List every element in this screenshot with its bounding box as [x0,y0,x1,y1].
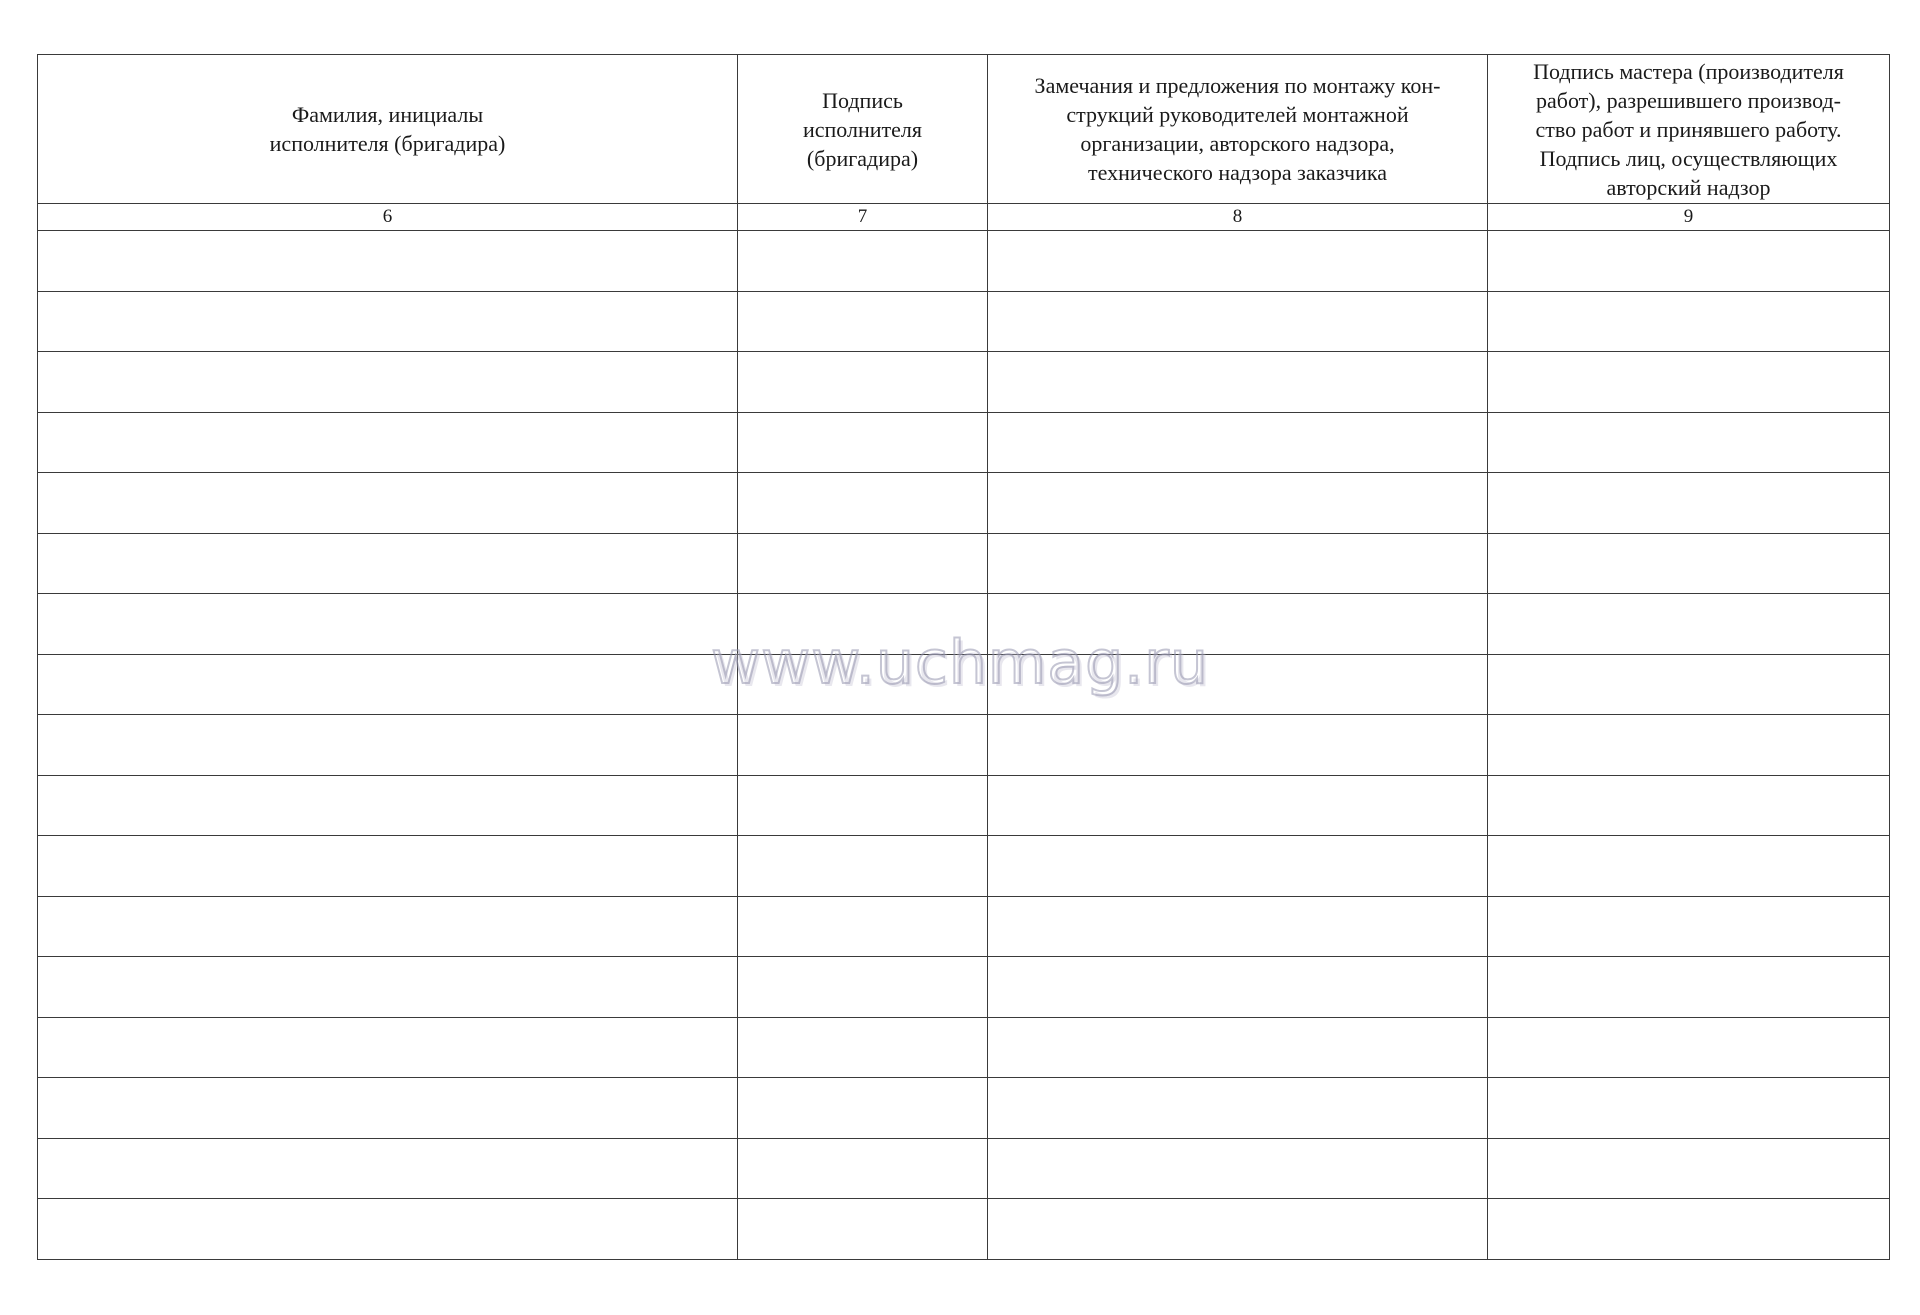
cell-master-signature [1488,654,1890,715]
header-cell-remarks [988,55,1488,204]
cell-executor-name [38,654,738,715]
cell-remarks [988,291,1488,352]
cell-master-signature [1488,594,1890,655]
cell-executor-signature [738,533,988,594]
cell-master-signature [1488,533,1890,594]
table-row [38,473,1890,534]
cell-master-signature [1488,775,1890,836]
table-row [38,957,1890,1018]
column-number-row [38,204,1890,231]
header-row [38,55,1890,204]
cell-executor-signature [738,291,988,352]
table-row [38,231,1890,292]
cell-remarks [988,412,1488,473]
cell-executor-signature [738,957,988,1018]
cell-remarks [988,654,1488,715]
cell-executor-name [38,473,738,534]
header-label: Замечания и предложения по монтажу кон- струкций руководителей монтажной организации, авторского надзора, технического надзора заказчика [1034,73,1441,185]
table-row [38,715,1890,776]
cell-executor-name [38,594,738,655]
cell-executor-name [38,291,738,352]
cell-executor-name [38,1017,738,1078]
table-row [38,412,1890,473]
cell-executor-signature [738,1078,988,1139]
cell-executor-signature [738,594,988,655]
column-number: 7 [738,204,988,231]
header-label: Подпись мастера (производителя работ), разрешившего производ- ство работ и принявшего работу. Подпись лиц, осуществляющих авторский надзор [1533,58,1844,200]
table-row [38,1199,1890,1260]
cell-remarks [988,594,1488,655]
column-number: 6 [38,204,738,231]
cell-remarks [988,715,1488,776]
cell-remarks [988,896,1488,957]
cell-executor-signature [738,1017,988,1078]
cell-executor-signature [738,654,988,715]
cell-executor-name [38,896,738,957]
table-row [38,594,1890,655]
table-row [38,291,1890,352]
cell-executor-name [38,533,738,594]
cell-remarks [988,775,1488,836]
header-cell-executor-signature [738,55,988,204]
column-number: 8 [988,204,1488,231]
cell-remarks [988,231,1488,292]
cell-remarks [988,1138,1488,1199]
cell-master-signature [1488,1138,1890,1199]
watermark: www.uchmag.ru [711,628,1209,698]
table-row [38,533,1890,594]
cell-remarks [988,1199,1488,1260]
cell-executor-signature [738,715,988,776]
cell-remarks [988,1078,1488,1139]
table-row [38,775,1890,836]
cell-master-signature [1488,836,1890,897]
cell-executor-signature [738,836,988,897]
table-row [38,654,1890,715]
cell-remarks [988,1017,1488,1078]
cell-master-signature [1488,957,1890,1018]
cell-executor-name [38,775,738,836]
journal-body [38,231,1890,1260]
cell-executor-name [38,836,738,897]
table-row [38,1078,1890,1139]
cell-executor-signature [738,775,988,836]
cell-remarks [988,957,1488,1018]
cell-master-signature [1488,1017,1890,1078]
table-row [38,1138,1890,1199]
cell-executor-signature [738,1199,988,1260]
cell-executor-signature [738,473,988,534]
header-cell-executor-name [38,55,738,204]
header-cell-master-signature [1488,55,1890,204]
cell-executor-name [38,1138,738,1199]
cell-executor-signature [738,352,988,413]
cell-remarks [988,533,1488,594]
cell-master-signature [1488,715,1890,776]
cell-master-signature [1488,1199,1890,1260]
cell-remarks [988,836,1488,897]
cell-executor-signature [738,231,988,292]
cell-master-signature [1488,291,1890,352]
column-number: 9 [1488,204,1890,231]
cell-executor-signature [738,896,988,957]
cell-executor-name [38,957,738,1018]
table-row [38,1017,1890,1078]
cell-master-signature [1488,1078,1890,1139]
cell-executor-name [38,715,738,776]
header-label: Подпись исполнителя (бригадира) [802,87,923,171]
cell-executor-signature [738,1138,988,1199]
cell-master-signature [1488,896,1890,957]
table-row [38,896,1890,957]
cell-master-signature [1488,473,1890,534]
table-row [38,352,1890,413]
cell-remarks [988,473,1488,534]
cell-executor-name [38,231,738,292]
cell-executor-signature [738,412,988,473]
cell-remarks [988,352,1488,413]
journal-table [37,54,1890,1260]
cell-master-signature [1488,231,1890,292]
table-row [38,836,1890,897]
cell-executor-name [38,352,738,413]
cell-master-signature [1488,412,1890,473]
header-label: Фамилия, инициалы исполнителя (бригадира) [269,102,506,156]
cell-executor-name [38,1199,738,1260]
cell-executor-name [38,1078,738,1139]
cell-master-signature [1488,352,1890,413]
cell-executor-name [38,412,738,473]
